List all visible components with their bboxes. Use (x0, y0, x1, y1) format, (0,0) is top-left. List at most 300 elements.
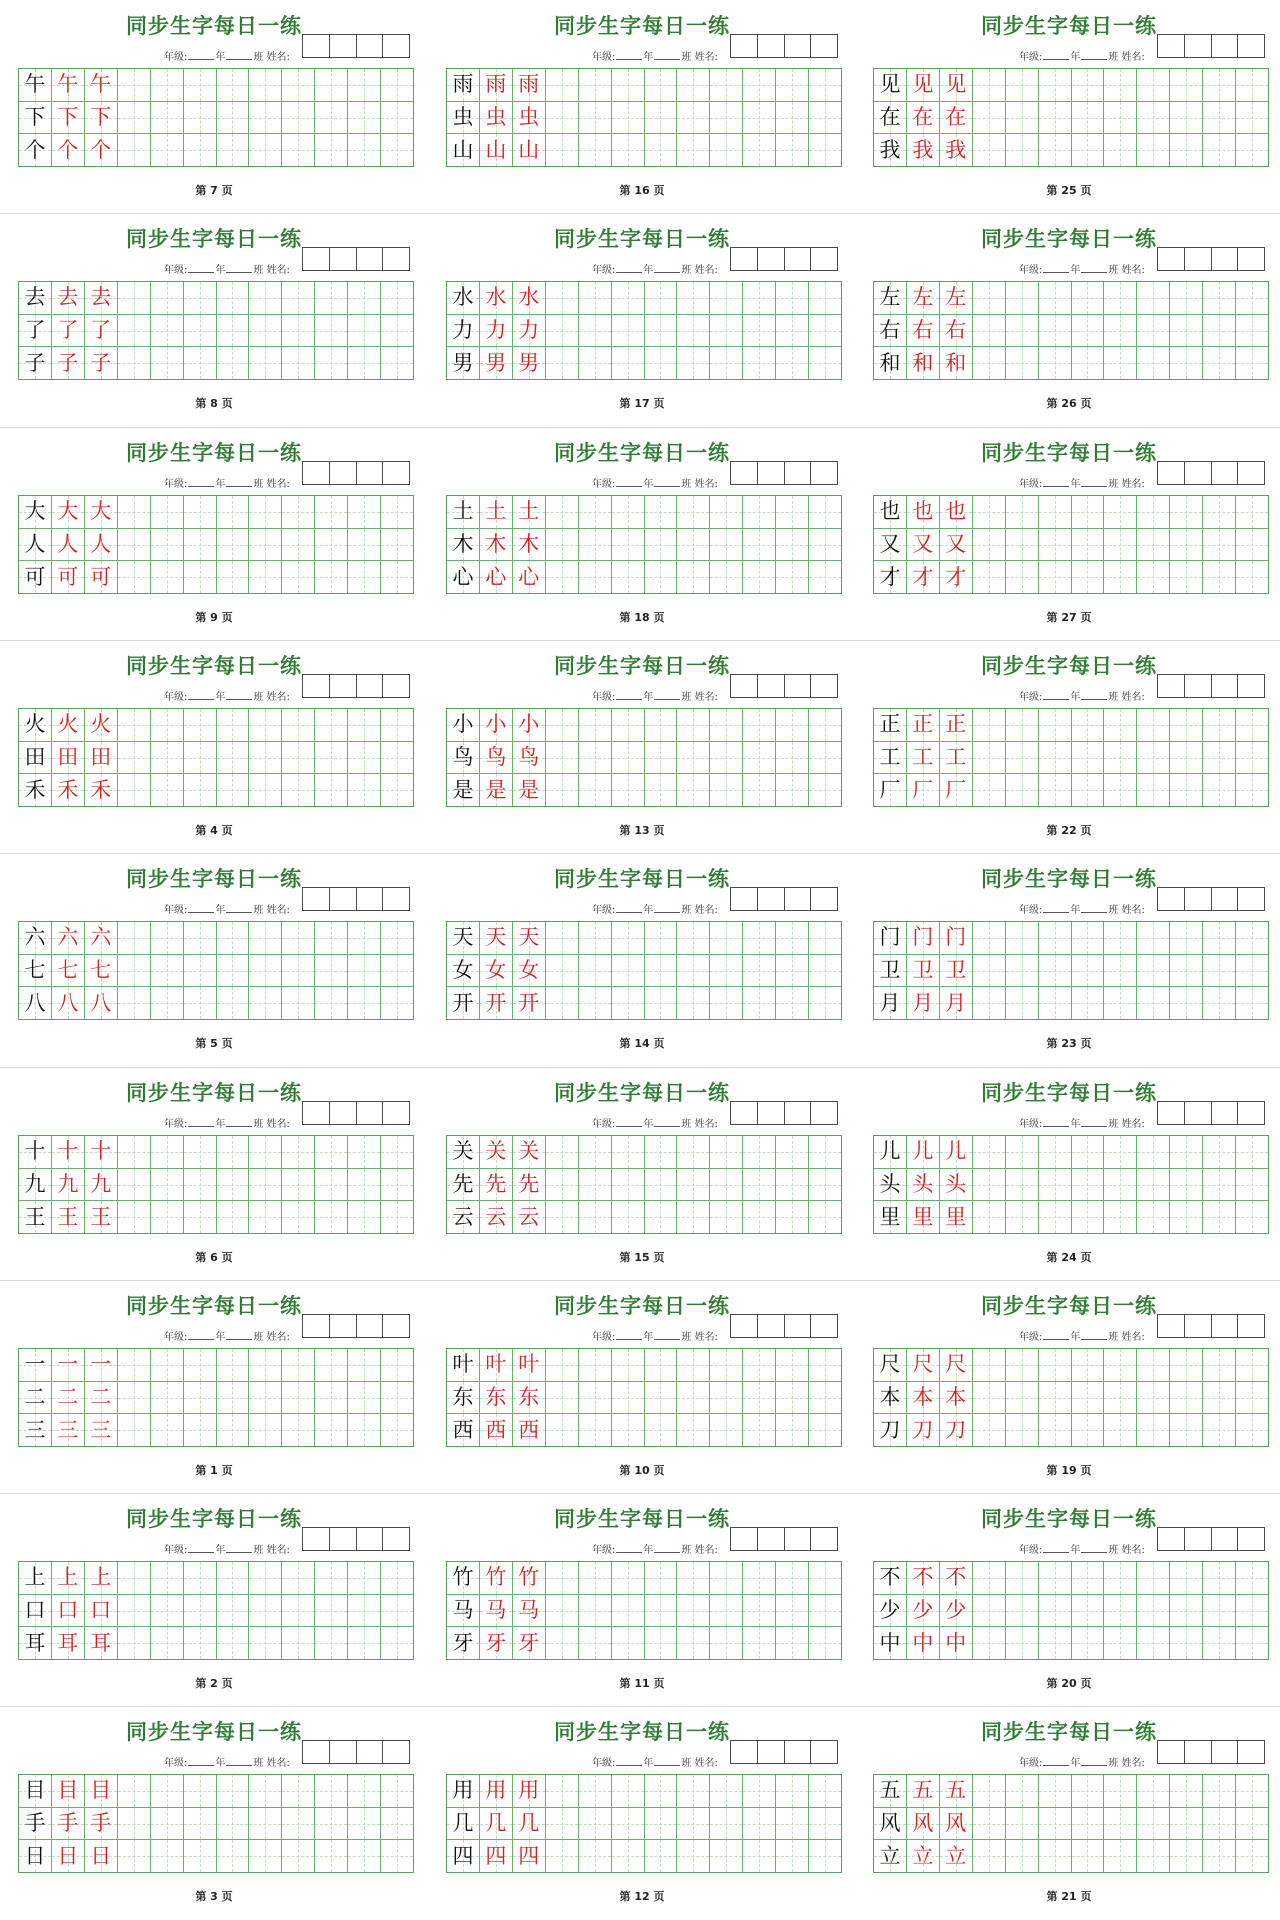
blank-writing-cell[interactable] (776, 922, 809, 954)
blank-writing-cell[interactable] (348, 1414, 381, 1446)
blank-writing-cell[interactable] (1236, 69, 1268, 101)
blank-writing-cell[interactable] (809, 561, 841, 593)
blank-writing-cell[interactable] (776, 1627, 809, 1659)
blank-writing-cell[interactable] (217, 1627, 250, 1659)
blank-writing-cell[interactable] (743, 1562, 776, 1594)
blank-writing-cell[interactable] (579, 69, 612, 101)
blank-writing-cell[interactable] (1236, 1201, 1268, 1233)
blank-writing-cell[interactable] (1104, 1627, 1137, 1659)
blank-writing-cell[interactable] (612, 1382, 645, 1414)
blank-writing-cell[interactable] (1006, 1840, 1039, 1872)
blank-writing-cell[interactable] (776, 709, 809, 741)
blank-writing-cell[interactable] (579, 709, 612, 741)
blank-writing-cell[interactable] (579, 955, 612, 987)
name-box[interactable] (731, 1741, 758, 1763)
name-boxes[interactable] (302, 1314, 410, 1338)
blank-writing-cell[interactable] (282, 922, 315, 954)
name-boxes[interactable] (1157, 1314, 1265, 1338)
blank-writing-cell[interactable] (1072, 69, 1105, 101)
blank-writing-cell[interactable] (973, 347, 1006, 379)
blank-writing-cell[interactable] (282, 1349, 315, 1381)
name-box[interactable] (811, 1528, 837, 1550)
name-box[interactable] (1158, 462, 1185, 484)
blank-writing-cell[interactable] (776, 496, 809, 528)
blank-writing-cell[interactable] (645, 529, 678, 561)
blank-writing-cell[interactable] (1039, 1595, 1072, 1627)
blank-writing-cell[interactable] (249, 315, 282, 347)
blank-writing-cell[interactable] (184, 1562, 217, 1594)
blank-writing-cell[interactable] (546, 282, 579, 314)
blank-writing-cell[interactable] (1104, 1808, 1137, 1840)
blank-writing-cell[interactable] (1137, 1595, 1170, 1627)
blank-writing-cell[interactable] (1170, 102, 1203, 134)
blank-writing-cell[interactable] (381, 1382, 413, 1414)
blank-writing-cell[interactable] (381, 1627, 413, 1659)
blank-writing-cell[interactable] (1137, 529, 1170, 561)
blank-writing-cell[interactable] (677, 742, 710, 774)
blank-writing-cell[interactable] (776, 742, 809, 774)
blank-writing-cell[interactable] (612, 1595, 645, 1627)
blank-writing-cell[interactable] (1137, 102, 1170, 134)
blank-writing-cell[interactable] (282, 1808, 315, 1840)
blank-writing-cell[interactable] (315, 1595, 348, 1627)
blank-writing-cell[interactable] (282, 1201, 315, 1233)
name-boxes[interactable] (302, 1527, 410, 1551)
blank-writing-cell[interactable] (1006, 1414, 1039, 1446)
blank-writing-cell[interactable] (348, 347, 381, 379)
name-box[interactable] (357, 1315, 384, 1337)
blank-writing-cell[interactable] (381, 529, 413, 561)
blank-writing-cell[interactable] (645, 496, 678, 528)
blank-writing-cell[interactable] (348, 496, 381, 528)
name-box[interactable] (1158, 248, 1185, 270)
blank-writing-cell[interactable] (776, 282, 809, 314)
blank-writing-cell[interactable] (282, 1840, 315, 1872)
blank-writing-cell[interactable] (1006, 987, 1039, 1019)
blank-writing-cell[interactable] (1170, 955, 1203, 987)
blank-writing-cell[interactable] (677, 1349, 710, 1381)
blank-writing-cell[interactable] (1039, 1136, 1072, 1168)
blank-writing-cell[interactable] (1104, 1595, 1137, 1627)
blank-writing-cell[interactable] (1137, 742, 1170, 774)
blank-writing-cell[interactable] (1170, 529, 1203, 561)
blank-writing-cell[interactable] (973, 1349, 1006, 1381)
blank-writing-cell[interactable] (1072, 709, 1105, 741)
blank-writing-cell[interactable] (645, 1169, 678, 1201)
blank-writing-cell[interactable] (1236, 282, 1268, 314)
name-box[interactable] (811, 248, 837, 270)
blank-writing-cell[interactable] (645, 1414, 678, 1446)
name-box[interactable] (1238, 1315, 1264, 1337)
blank-writing-cell[interactable] (579, 347, 612, 379)
blank-writing-cell[interactable] (546, 1595, 579, 1627)
blank-writing-cell[interactable] (249, 1136, 282, 1168)
blank-writing-cell[interactable] (184, 987, 217, 1019)
class-blank[interactable] (226, 263, 252, 273)
blank-writing-cell[interactable] (1072, 1349, 1105, 1381)
name-box[interactable] (811, 675, 837, 697)
blank-writing-cell[interactable] (118, 529, 151, 561)
blank-writing-cell[interactable] (973, 987, 1006, 1019)
blank-writing-cell[interactable] (315, 1382, 348, 1414)
name-boxes[interactable] (1157, 1740, 1265, 1764)
grade-blank[interactable] (616, 903, 642, 913)
name-box[interactable] (330, 1741, 357, 1763)
blank-writing-cell[interactable] (579, 1595, 612, 1627)
blank-writing-cell[interactable] (1072, 496, 1105, 528)
blank-writing-cell[interactable] (809, 709, 841, 741)
class-blank[interactable] (226, 1756, 252, 1766)
blank-writing-cell[interactable] (348, 1136, 381, 1168)
blank-writing-cell[interactable] (1072, 955, 1105, 987)
blank-writing-cell[interactable] (1236, 1595, 1268, 1627)
class-blank[interactable] (226, 690, 252, 700)
blank-writing-cell[interactable] (184, 529, 217, 561)
blank-writing-cell[interactable] (1072, 561, 1105, 593)
blank-writing-cell[interactable] (809, 102, 841, 134)
name-box[interactable] (1158, 1741, 1185, 1763)
blank-writing-cell[interactable] (546, 1627, 579, 1659)
blank-writing-cell[interactable] (381, 955, 413, 987)
blank-writing-cell[interactable] (612, 1169, 645, 1201)
name-boxes[interactable] (302, 247, 410, 271)
name-boxes[interactable] (1157, 34, 1265, 58)
blank-writing-cell[interactable] (1170, 134, 1203, 166)
blank-writing-cell[interactable] (645, 1201, 678, 1233)
blank-writing-cell[interactable] (710, 955, 743, 987)
blank-writing-cell[interactable] (809, 922, 841, 954)
blank-writing-cell[interactable] (973, 1382, 1006, 1414)
blank-writing-cell[interactable] (1072, 774, 1105, 806)
blank-writing-cell[interactable] (710, 1562, 743, 1594)
blank-writing-cell[interactable] (249, 529, 282, 561)
blank-writing-cell[interactable] (315, 709, 348, 741)
blank-writing-cell[interactable] (282, 1414, 315, 1446)
name-box[interactable] (1158, 888, 1185, 910)
blank-writing-cell[interactable] (184, 1808, 217, 1840)
blank-writing-cell[interactable] (973, 1169, 1006, 1201)
blank-writing-cell[interactable] (217, 987, 250, 1019)
blank-writing-cell[interactable] (1006, 1562, 1039, 1594)
name-box[interactable] (1212, 248, 1239, 270)
blank-writing-cell[interactable] (1203, 102, 1236, 134)
blank-writing-cell[interactable] (249, 709, 282, 741)
class-blank[interactable] (226, 1117, 252, 1127)
blank-writing-cell[interactable] (546, 1414, 579, 1446)
name-box[interactable] (1185, 248, 1212, 270)
blank-writing-cell[interactable] (118, 1201, 151, 1233)
blank-writing-cell[interactable] (184, 315, 217, 347)
blank-writing-cell[interactable] (1170, 1595, 1203, 1627)
blank-writing-cell[interactable] (151, 1169, 184, 1201)
blank-writing-cell[interactable] (217, 1201, 250, 1233)
blank-writing-cell[interactable] (151, 1136, 184, 1168)
blank-writing-cell[interactable] (973, 742, 1006, 774)
blank-writing-cell[interactable] (184, 1414, 217, 1446)
blank-writing-cell[interactable] (118, 709, 151, 741)
blank-writing-cell[interactable] (579, 1201, 612, 1233)
blank-writing-cell[interactable] (546, 1840, 579, 1872)
blank-writing-cell[interactable] (612, 1136, 645, 1168)
blank-writing-cell[interactable] (645, 1595, 678, 1627)
blank-writing-cell[interactable] (282, 1136, 315, 1168)
name-box[interactable] (330, 675, 357, 697)
blank-writing-cell[interactable] (249, 1595, 282, 1627)
blank-writing-cell[interactable] (118, 347, 151, 379)
blank-writing-cell[interactable] (315, 529, 348, 561)
blank-writing-cell[interactable] (710, 1382, 743, 1414)
name-box[interactable] (758, 462, 785, 484)
blank-writing-cell[interactable] (743, 709, 776, 741)
blank-writing-cell[interactable] (973, 529, 1006, 561)
blank-writing-cell[interactable] (1236, 1627, 1268, 1659)
blank-writing-cell[interactable] (809, 315, 841, 347)
blank-writing-cell[interactable] (1203, 1562, 1236, 1594)
blank-writing-cell[interactable] (315, 347, 348, 379)
blank-writing-cell[interactable] (1039, 1382, 1072, 1414)
blank-writing-cell[interactable] (118, 1562, 151, 1594)
blank-writing-cell[interactable] (710, 347, 743, 379)
blank-writing-cell[interactable] (118, 922, 151, 954)
blank-writing-cell[interactable] (1006, 315, 1039, 347)
class-blank[interactable] (1081, 1756, 1107, 1766)
blank-writing-cell[interactable] (677, 987, 710, 1019)
blank-writing-cell[interactable] (1170, 774, 1203, 806)
name-box[interactable] (330, 1315, 357, 1337)
blank-writing-cell[interactable] (1104, 1775, 1137, 1807)
blank-writing-cell[interactable] (381, 1595, 413, 1627)
blank-writing-cell[interactable] (249, 922, 282, 954)
blank-writing-cell[interactable] (776, 987, 809, 1019)
name-box[interactable] (1238, 1102, 1264, 1124)
blank-writing-cell[interactable] (973, 69, 1006, 101)
blank-writing-cell[interactable] (743, 1201, 776, 1233)
blank-writing-cell[interactable] (348, 1382, 381, 1414)
blank-writing-cell[interactable] (315, 282, 348, 314)
name-box[interactable] (785, 248, 812, 270)
blank-writing-cell[interactable] (1039, 955, 1072, 987)
class-blank[interactable] (226, 477, 252, 487)
blank-writing-cell[interactable] (645, 1349, 678, 1381)
grade-blank[interactable] (188, 903, 214, 913)
blank-writing-cell[interactable] (710, 69, 743, 101)
name-box[interactable] (758, 1528, 785, 1550)
class-blank[interactable] (1081, 1117, 1107, 1127)
blank-writing-cell[interactable] (973, 496, 1006, 528)
blank-writing-cell[interactable] (381, 1808, 413, 1840)
blank-writing-cell[interactable] (249, 282, 282, 314)
blank-writing-cell[interactable] (809, 1562, 841, 1594)
blank-writing-cell[interactable] (151, 347, 184, 379)
name-box[interactable] (330, 248, 357, 270)
name-box[interactable] (731, 462, 758, 484)
name-box[interactable] (357, 1528, 384, 1550)
blank-writing-cell[interactable] (579, 742, 612, 774)
blank-writing-cell[interactable] (217, 709, 250, 741)
blank-writing-cell[interactable] (151, 922, 184, 954)
blank-writing-cell[interactable] (217, 561, 250, 593)
name-box[interactable] (383, 1528, 409, 1550)
blank-writing-cell[interactable] (1006, 1136, 1039, 1168)
blank-writing-cell[interactable] (612, 102, 645, 134)
blank-writing-cell[interactable] (217, 69, 250, 101)
blank-writing-cell[interactable] (645, 102, 678, 134)
blank-writing-cell[interactable] (743, 1349, 776, 1381)
blank-writing-cell[interactable] (579, 529, 612, 561)
blank-writing-cell[interactable] (743, 1775, 776, 1807)
blank-writing-cell[interactable] (1006, 709, 1039, 741)
name-boxes[interactable] (1157, 461, 1265, 485)
blank-writing-cell[interactable] (743, 1169, 776, 1201)
blank-writing-cell[interactable] (743, 347, 776, 379)
blank-writing-cell[interactable] (184, 1627, 217, 1659)
name-boxes[interactable] (302, 1101, 410, 1125)
blank-writing-cell[interactable] (973, 1562, 1006, 1594)
blank-writing-cell[interactable] (381, 347, 413, 379)
blank-writing-cell[interactable] (612, 496, 645, 528)
blank-writing-cell[interactable] (1137, 69, 1170, 101)
blank-writing-cell[interactable] (973, 774, 1006, 806)
blank-writing-cell[interactable] (348, 774, 381, 806)
blank-writing-cell[interactable] (1236, 1775, 1268, 1807)
grade-blank[interactable] (1043, 50, 1069, 60)
class-blank[interactable] (654, 1543, 680, 1553)
blank-writing-cell[interactable] (612, 561, 645, 593)
blank-writing-cell[interactable] (1236, 1808, 1268, 1840)
blank-writing-cell[interactable] (184, 1136, 217, 1168)
blank-writing-cell[interactable] (973, 1808, 1006, 1840)
blank-writing-cell[interactable] (282, 987, 315, 1019)
blank-writing-cell[interactable] (809, 496, 841, 528)
name-box[interactable] (1212, 1741, 1239, 1763)
blank-writing-cell[interactable] (743, 561, 776, 593)
blank-writing-cell[interactable] (315, 496, 348, 528)
blank-writing-cell[interactable] (546, 1201, 579, 1233)
blank-writing-cell[interactable] (1006, 1595, 1039, 1627)
blank-writing-cell[interactable] (118, 1808, 151, 1840)
blank-writing-cell[interactable] (1236, 347, 1268, 379)
blank-writing-cell[interactable] (1006, 496, 1039, 528)
name-box[interactable] (303, 1102, 330, 1124)
blank-writing-cell[interactable] (710, 1136, 743, 1168)
blank-writing-cell[interactable] (973, 1201, 1006, 1233)
blank-writing-cell[interactable] (645, 1382, 678, 1414)
blank-writing-cell[interactable] (776, 774, 809, 806)
blank-writing-cell[interactable] (1072, 102, 1105, 134)
blank-writing-cell[interactable] (776, 1201, 809, 1233)
blank-writing-cell[interactable] (217, 496, 250, 528)
blank-writing-cell[interactable] (1072, 134, 1105, 166)
blank-writing-cell[interactable] (546, 709, 579, 741)
blank-writing-cell[interactable] (1072, 347, 1105, 379)
blank-writing-cell[interactable] (809, 1349, 841, 1381)
name-box[interactable] (811, 1315, 837, 1337)
blank-writing-cell[interactable] (1137, 496, 1170, 528)
blank-writing-cell[interactable] (315, 955, 348, 987)
blank-writing-cell[interactable] (381, 315, 413, 347)
blank-writing-cell[interactable] (348, 282, 381, 314)
blank-writing-cell[interactable] (1072, 1201, 1105, 1233)
name-box[interactable] (731, 1528, 758, 1550)
blank-writing-cell[interactable] (381, 742, 413, 774)
blank-writing-cell[interactable] (710, 709, 743, 741)
name-box[interactable] (731, 1315, 758, 1337)
blank-writing-cell[interactable] (1236, 1349, 1268, 1381)
name-box[interactable] (731, 1102, 758, 1124)
blank-writing-cell[interactable] (282, 1169, 315, 1201)
blank-writing-cell[interactable] (1170, 1627, 1203, 1659)
class-blank[interactable] (654, 477, 680, 487)
name-boxes[interactable] (730, 1740, 838, 1764)
name-box[interactable] (357, 1102, 384, 1124)
blank-writing-cell[interactable] (217, 315, 250, 347)
name-box[interactable] (811, 462, 837, 484)
name-box[interactable] (785, 888, 812, 910)
name-box[interactable] (1238, 675, 1264, 697)
blank-writing-cell[interactable] (1006, 1627, 1039, 1659)
name-box[interactable] (731, 248, 758, 270)
blank-writing-cell[interactable] (776, 1562, 809, 1594)
blank-writing-cell[interactable] (579, 1349, 612, 1381)
name-box[interactable] (1158, 1102, 1185, 1124)
grade-blank[interactable] (188, 50, 214, 60)
blank-writing-cell[interactable] (1104, 1136, 1137, 1168)
blank-writing-cell[interactable] (381, 1136, 413, 1168)
blank-writing-cell[interactable] (612, 1808, 645, 1840)
class-blank[interactable] (654, 263, 680, 273)
name-box[interactable] (1238, 1528, 1264, 1550)
blank-writing-cell[interactable] (546, 69, 579, 101)
blank-writing-cell[interactable] (612, 1775, 645, 1807)
blank-writing-cell[interactable] (1039, 347, 1072, 379)
blank-writing-cell[interactable] (645, 709, 678, 741)
blank-writing-cell[interactable] (184, 69, 217, 101)
blank-writing-cell[interactable] (677, 1627, 710, 1659)
blank-writing-cell[interactable] (743, 774, 776, 806)
grade-blank[interactable] (616, 1543, 642, 1553)
blank-writing-cell[interactable] (1039, 922, 1072, 954)
blank-writing-cell[interactable] (249, 955, 282, 987)
blank-writing-cell[interactable] (1006, 1775, 1039, 1807)
blank-writing-cell[interactable] (1236, 496, 1268, 528)
name-boxes[interactable] (1157, 1101, 1265, 1125)
blank-writing-cell[interactable] (381, 102, 413, 134)
name-box[interactable] (785, 675, 812, 697)
blank-writing-cell[interactable] (118, 315, 151, 347)
blank-writing-cell[interactable] (249, 1562, 282, 1594)
blank-writing-cell[interactable] (118, 742, 151, 774)
blank-writing-cell[interactable] (743, 69, 776, 101)
blank-writing-cell[interactable] (1006, 69, 1039, 101)
blank-writing-cell[interactable] (612, 742, 645, 774)
blank-writing-cell[interactable] (1039, 102, 1072, 134)
blank-writing-cell[interactable] (710, 134, 743, 166)
blank-writing-cell[interactable] (1170, 1562, 1203, 1594)
blank-writing-cell[interactable] (776, 347, 809, 379)
name-box[interactable] (303, 1528, 330, 1550)
blank-writing-cell[interactable] (710, 987, 743, 1019)
blank-writing-cell[interactable] (1137, 709, 1170, 741)
class-blank[interactable] (1081, 690, 1107, 700)
name-box[interactable] (1185, 1102, 1212, 1124)
blank-writing-cell[interactable] (1203, 955, 1236, 987)
blank-writing-cell[interactable] (677, 315, 710, 347)
grade-blank[interactable] (188, 1117, 214, 1127)
blank-writing-cell[interactable] (612, 69, 645, 101)
name-box[interactable] (1238, 462, 1264, 484)
blank-writing-cell[interactable] (1203, 742, 1236, 774)
grade-blank[interactable] (1043, 1330, 1069, 1340)
